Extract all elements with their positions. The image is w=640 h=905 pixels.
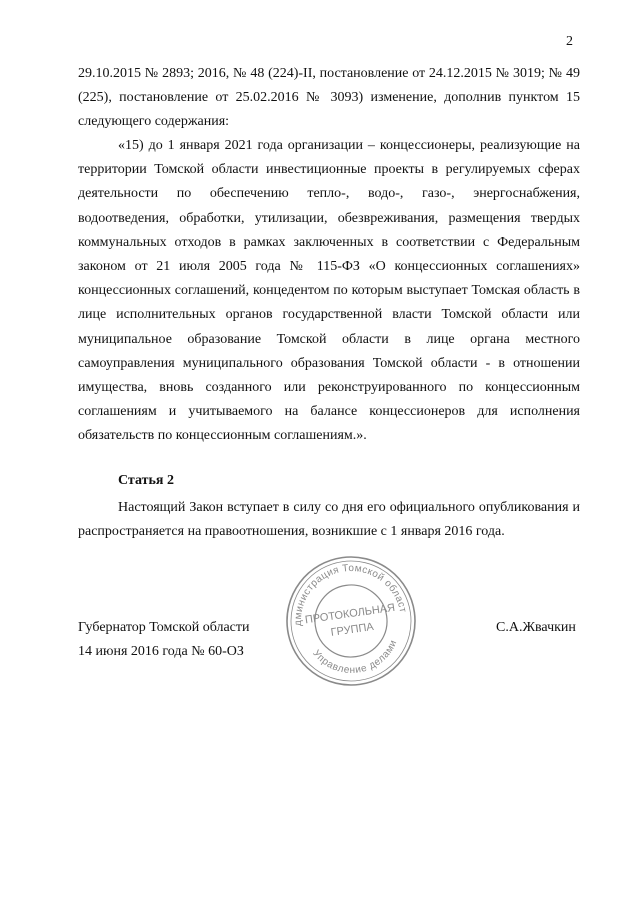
governor-name: С.А.Жвачкин — [496, 620, 576, 635]
article-2-text: Настоящий Закон вступает в силу со дня его официального опубликования и распространяется на правоотношения, возникшие с 1 января 2016 года. — [78, 500, 580, 540]
stamp-seal-icon — [283, 553, 419, 689]
stamp-inner-line2: ГРУППА — [330, 620, 375, 639]
stamp-inner-line1: ПРОТОКОЛЬНАЯ — [304, 601, 396, 627]
paragraph-item-15: «15) до 1 января 2021 года организации – концессионеры, реализующие на территории Томской области инвестиционные проекты в регулируемых сферах деятельности по обеспечению тепло-, водо-, газо-, энергоснабжения, водоотведения, обработки, утилизации, обезвреживания, размещения твердых коммунальных отходов в рамках заключенных в соответствии с Федеральным законом от 21 июля 2005 года № 115-ФЗ «О концессионных соглашениях» концессионных соглашений, концедентом по которым выступает Томская область в лице исполнительных органов государственной власти Томской области или муниципальное образование Томской области в лице органа местного самоуправления муниципального образования Томской области - в отношении имущества, вновь созданного или реконструированного по концессионным соглашениям и учитываемого на балансе концессионеров для исполнения обязательств по концессионным соглашениям.». — [78, 138, 580, 444]
governor-title: Губернатор Томской области — [78, 620, 250, 635]
article-2-title: Статья 2 — [118, 473, 174, 488]
law-date-number: 14 июня 2016 года № 60-ОЗ — [78, 644, 244, 659]
stamp-outer-top-text: Администрация Томской области — [292, 562, 409, 627]
page-number: 2 — [566, 34, 573, 49]
protocol-group-stamp — [283, 553, 419, 689]
paragraph-continuation: 29.10.2015 № 2893; 2016, № 48 (224)-II, постановление от 24.12.2015 № 3019; № 49 (225), постановление от 25.02.2016 № 3093) изменение, дополнив пунктом 15 следующего содержания: — [78, 66, 580, 130]
stamp-outer-bottom-text: Управление делами — [310, 638, 400, 677]
